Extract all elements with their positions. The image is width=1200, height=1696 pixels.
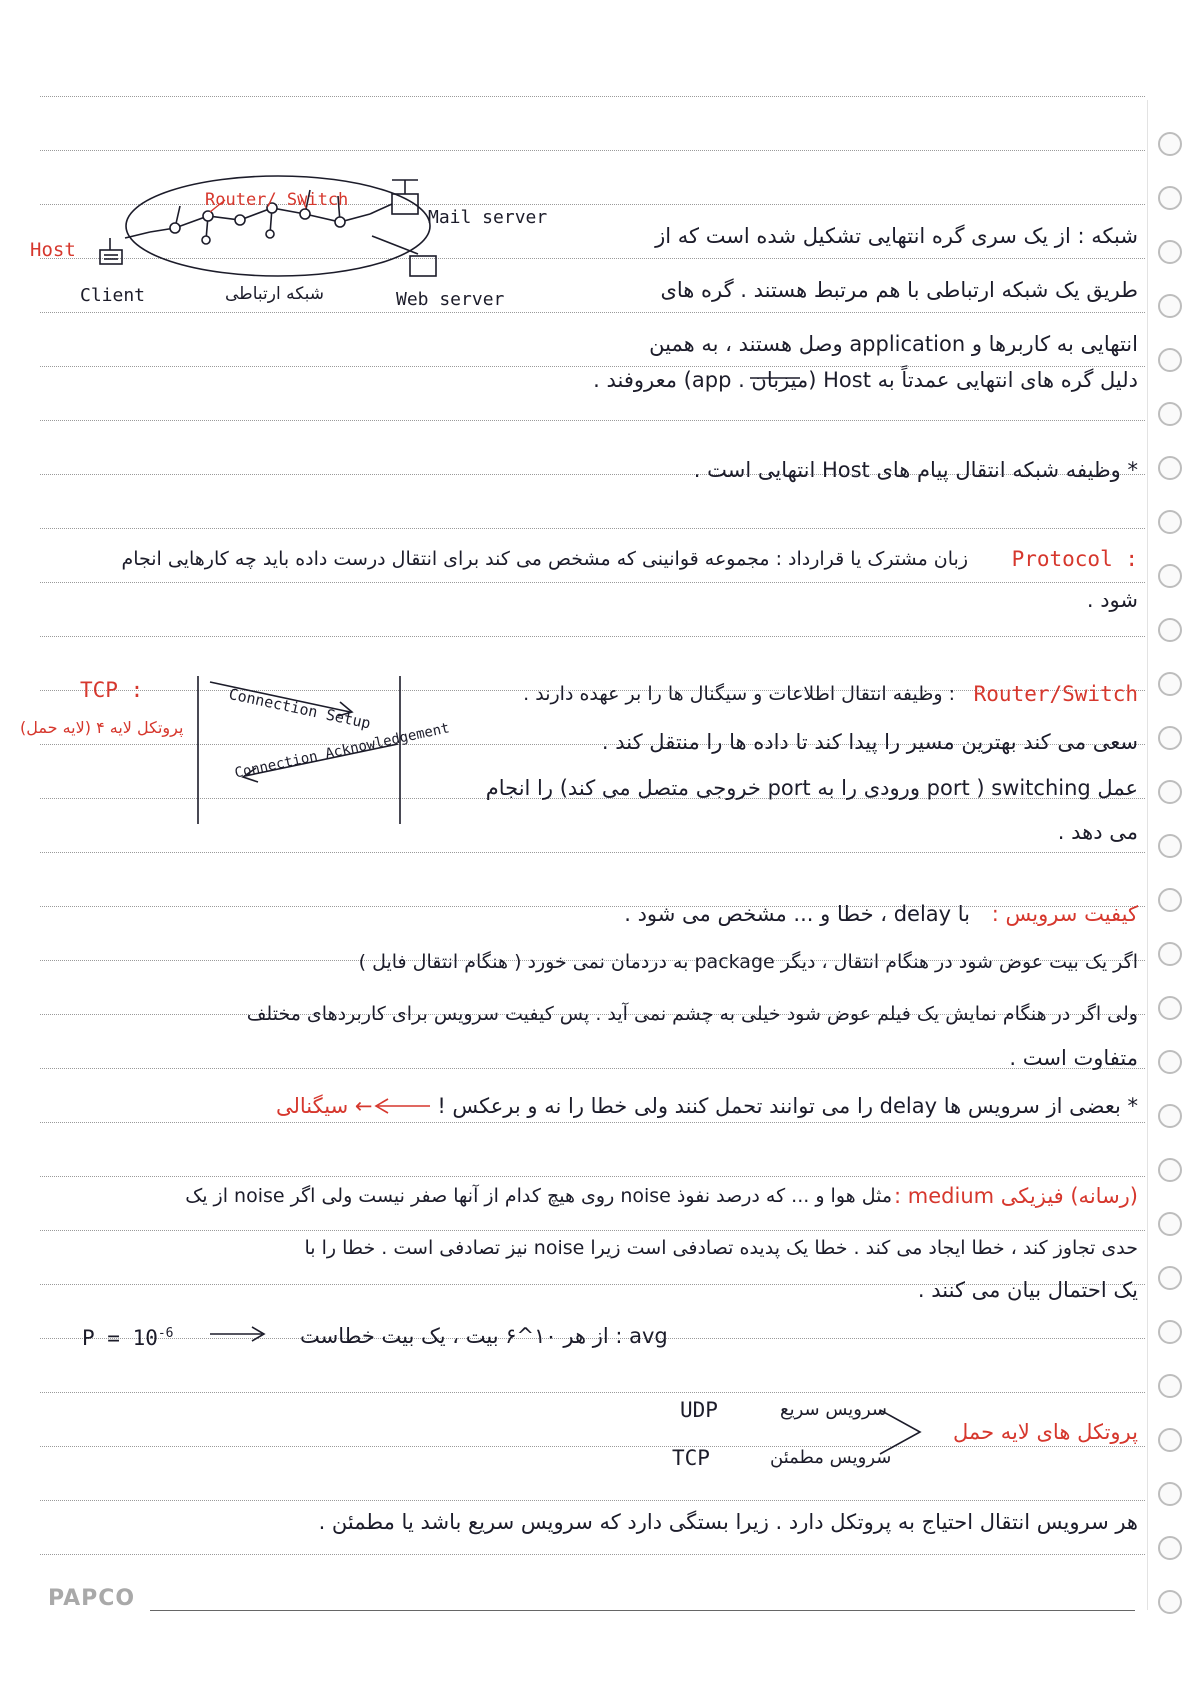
network-definition-line-3: انتهایی به کاربرها و application وصل هستند ، به همین bbox=[649, 332, 1138, 356]
final-note: هر سرویس انتقال احتیاج به پروتکل دارد . زیرا بستگی دارد که سرویس سریع باشد یا مطمئن . bbox=[318, 1510, 1138, 1534]
medium-line-1: مثل هوا و ... که درصد نفوذ noise روی هیچ کدام از آنها صفر نیست ولی اگر noise از یک bbox=[185, 1185, 892, 1207]
tcp-label: TCP : bbox=[80, 678, 144, 702]
host-label: Host bbox=[30, 239, 76, 261]
tcp-description: سرویس مطمئن bbox=[770, 1447, 892, 1468]
probability-formula: $P = 10^{-6}$ bbox=[82, 1326, 174, 1350]
medium-line-2: حدی تجاوز کند ، خطا ایجاد می کند . خطا یک پدیده تصادفی است زیرا noise نیز تصادفی است . خطا را با bbox=[304, 1237, 1138, 1259]
layer4-title: پروتکل های لایه حمل bbox=[953, 1420, 1138, 1444]
protocol-definition-line-2: شود . bbox=[1086, 588, 1138, 612]
red-arrow bbox=[376, 1099, 430, 1113]
udp-label: UDP bbox=[680, 1398, 718, 1422]
router-definition-line-3: عمل switching ( port ورودی را به port خروجی متصل می کند) را انجام bbox=[485, 776, 1138, 800]
mail-server-label: Mail server bbox=[428, 207, 548, 228]
router-switch-term: Router/Switch bbox=[973, 682, 1138, 706]
connection-ack-label: Connection Acknowledgement bbox=[233, 720, 451, 782]
router-definition-line-4: می دهد . bbox=[1057, 820, 1138, 844]
router-switch-label: Router/ Switch bbox=[205, 190, 349, 210]
router-definition-line-2: سعی می کند بهترین مسیر را پیدا کند تا داده ها را منتقل کند . bbox=[601, 730, 1138, 754]
network-label: شبکه ارتباطی bbox=[225, 284, 324, 304]
protocol-term: Protocol : bbox=[1011, 547, 1138, 571]
network-definition-line-1: شبکه : از یک سری گره انتهایی تشکیل شده است که از bbox=[655, 224, 1138, 248]
probability-formula-base: P = 10 bbox=[82, 1326, 158, 1350]
qos-line-2: اگر یک بیت عوض شود در هنگام انتقال ، دیگر package به دردمان نمی خورد ( هنگام انتقال فایل ) bbox=[358, 951, 1138, 973]
web-server-device bbox=[372, 236, 436, 276]
udp-description: سرویس سریع bbox=[780, 1399, 887, 1420]
qos-term: کیفیت سرویس : bbox=[991, 902, 1138, 926]
medium-line-3: یک احتمال بیان می کنند . bbox=[917, 1278, 1138, 1302]
tcp-layer-note: پروتکل لایه ۴ (لایه حمل) bbox=[20, 718, 184, 737]
qos-note-signal: ← سیگنالی bbox=[276, 1094, 373, 1118]
client-label: Client bbox=[80, 285, 146, 306]
qos-line-3: ولی اگر در هنگام نمایش یک فیلم عوض شود خیلی به چشم نمی آید . پس کیفیت سرویس برای کاربردهای مختلف bbox=[246, 1003, 1138, 1025]
mail-server-device bbox=[370, 180, 418, 214]
router-definition-line-1: : وظیفه انتقال اطلاعات و سیگنال ها را بر عهده دارند . bbox=[523, 683, 955, 705]
web-server-label: Web server bbox=[396, 289, 505, 310]
medium-term: (رسانه) فیزیکی medium : bbox=[894, 1184, 1138, 1208]
medium-avg: avg : از هر ۱۰^۶ بیت ، یک بیت خطاست bbox=[300, 1324, 668, 1348]
papco-brand: PAPCO bbox=[48, 1586, 136, 1611]
footer-line bbox=[150, 1610, 1135, 1611]
network-definition-line-4: دلیل گره های انتهایی عمدتاً به Host (میزبان . app) معروفند . bbox=[593, 368, 1138, 392]
qos-line-1: با delay ، خطا و ... مشخص می شود . bbox=[624, 902, 970, 926]
connection-setup-label: Connection Setup bbox=[227, 684, 373, 733]
network-definition-line-2: طریق یک شبکه ارتباطی با هم مرتبط هستند . گره های bbox=[660, 278, 1138, 302]
qos-line-4: متفاوت است . bbox=[1009, 1046, 1138, 1070]
network-function-note: * وظیفه شبکه انتقال پیام های Host انتهایی است . bbox=[693, 458, 1138, 482]
protocol-definition-line-1: زبان مشترک یا قرارداد : مجموعه قوانینی که مشخص می کند برای انتقال درست داده باید چه کارهایی انجام bbox=[121, 548, 968, 570]
tcp-protocol-label: TCP bbox=[672, 1446, 710, 1470]
formula-arrow bbox=[210, 1327, 264, 1341]
qos-note: * بعضی از سرویس ها delay را می توانند تحمل کنند ولی خطا را نه و برعکس ! bbox=[437, 1094, 1138, 1118]
